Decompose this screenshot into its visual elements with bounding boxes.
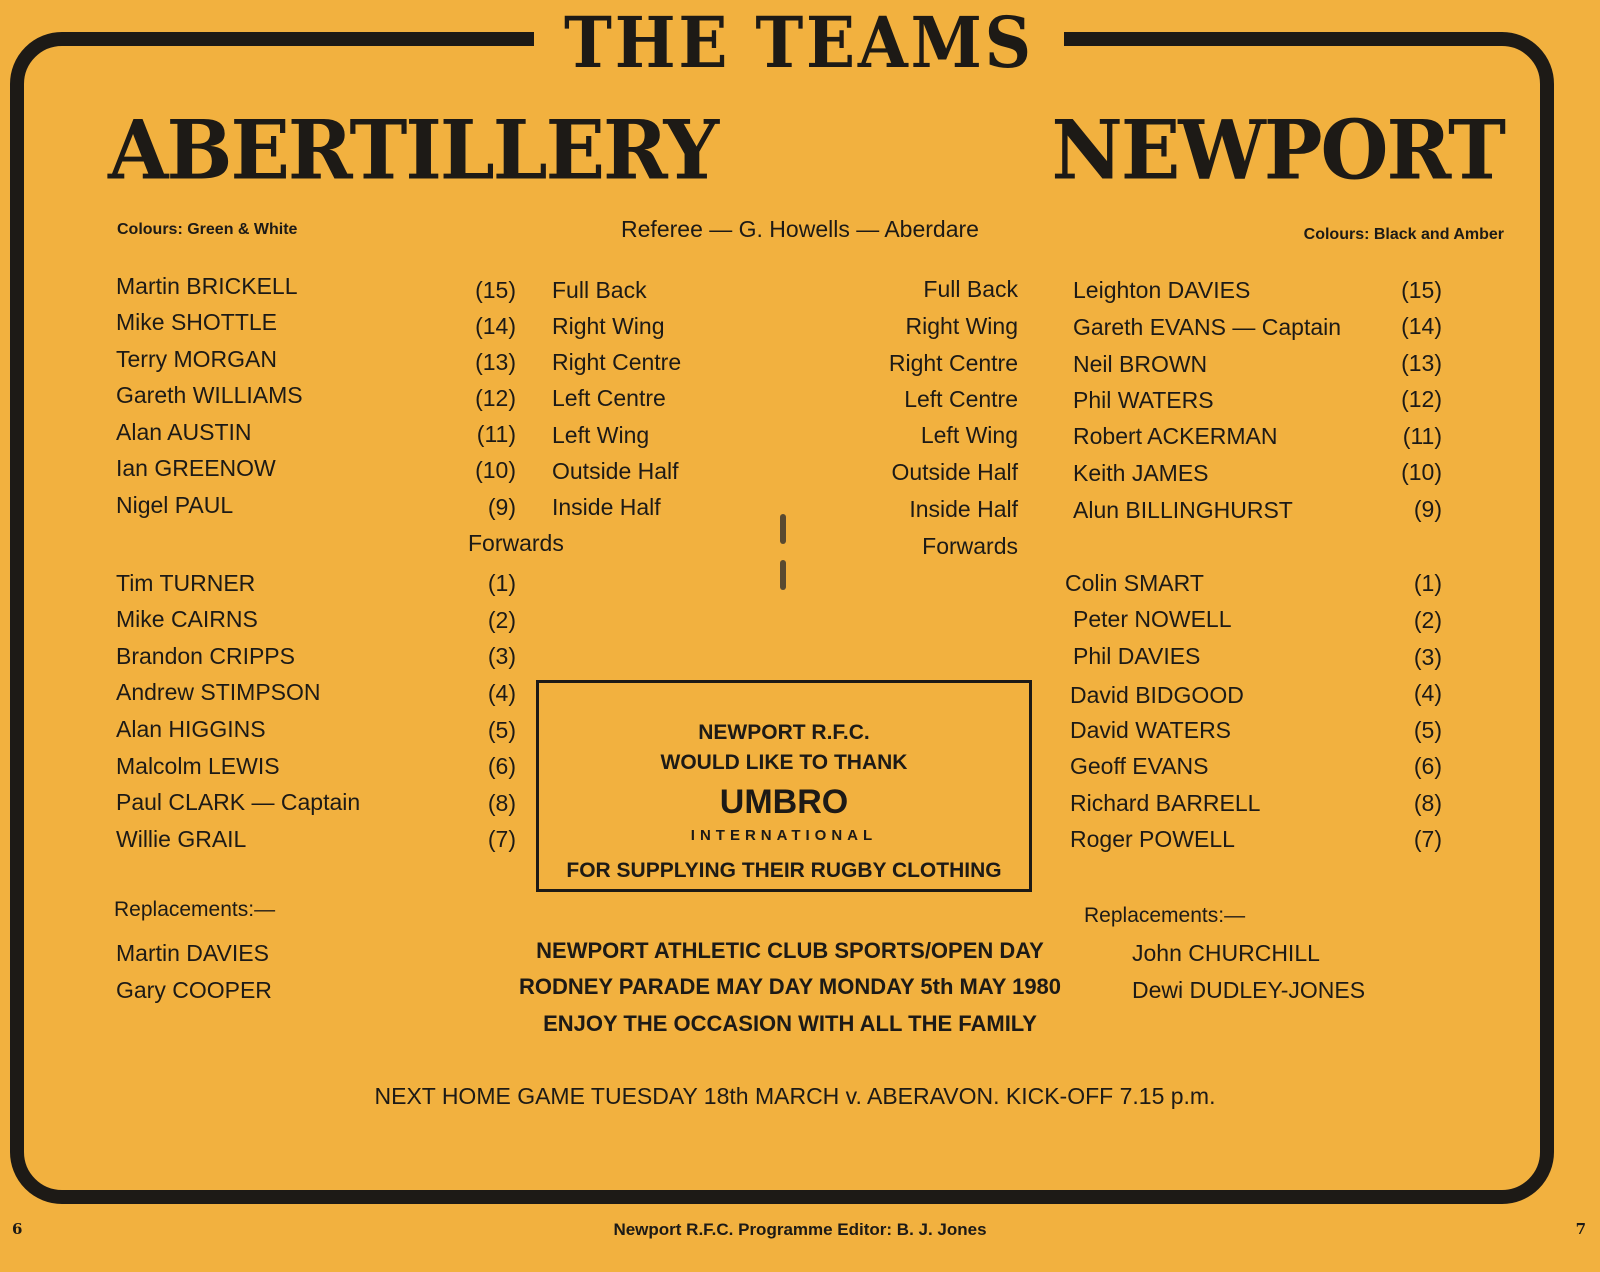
away-forward-number: (1) [1413, 570, 1442, 596]
away-player-name: Alun BILLINGHURST [1073, 497, 1293, 523]
away-forward-number: (7) [1413, 826, 1442, 852]
away-player-name: Neil BROWN [1073, 351, 1208, 377]
home-player-name: Martin BRICKELL [116, 273, 298, 299]
home-player-name: Nigel PAUL [116, 492, 234, 518]
away-player-name: Leighton DAVIES [1073, 277, 1251, 303]
away-player-number: (11) [1402, 423, 1442, 449]
sponsor-brand-sub: INTERNATIONAL [690, 827, 878, 844]
away-player-number: (10) [1401, 459, 1442, 485]
away-forward-number: (6) [1413, 753, 1442, 779]
away-player-position: Right Centre [888, 350, 1018, 376]
away-forward-number: (3) [1413, 644, 1442, 670]
home-player-position: Left Centre [552, 385, 666, 411]
away-forward-name: Phil DAVIES [1073, 643, 1201, 669]
away-replacements-label: Replacements:— [1084, 904, 1246, 927]
away-forward-name: Roger POWELL [1070, 826, 1235, 852]
page-number-left: 6 [12, 1220, 23, 1238]
away-player-position: Left Centre [904, 386, 1018, 412]
home-player-number: (14) [475, 313, 516, 339]
away-player-number: (12) [1401, 386, 1442, 412]
page-number-right: 7 [1575, 1220, 1586, 1238]
away-colours: Colours: Black and Amber [1303, 226, 1504, 243]
event-line: NEWPORT ATHLETIC CLUB SPORTS/OPEN DAY [536, 938, 1044, 963]
away-forward-number: (4) [1413, 680, 1442, 706]
sponsor-box [536, 680, 1032, 892]
home-forward-name: Paul CLARK — Captain [116, 789, 361, 815]
home-player-position: Right Centre [552, 349, 682, 375]
away-player-number: (13) [1401, 350, 1442, 376]
sponsor-line: WOULD LIKE TO THANK [660, 751, 908, 774]
home-forward-name: Willie GRAIL [116, 826, 247, 852]
home-forward-name: Brandon CRIPPS [116, 643, 295, 669]
page-title: THE TEAMS [564, 1, 1034, 84]
home-forward-number: (8) [487, 790, 516, 816]
away-forward-number: (5) [1413, 717, 1442, 743]
home-player-name: Terry MORGAN [116, 346, 277, 372]
home-player-position: Inside Half [552, 494, 661, 520]
home-forward-number: (1) [487, 570, 516, 596]
home-player-number: (15) [475, 277, 516, 303]
away-forward-number: (8) [1413, 790, 1442, 816]
away-forwards-label: Forwards [922, 533, 1018, 559]
home-forward-number: (4) [487, 680, 516, 706]
away-player-position: Inside Half [909, 496, 1018, 522]
home-player-number: (9) [487, 494, 516, 520]
sponsor-line: NEWPORT R.F.C. [698, 721, 870, 744]
away-replacement: Dewi DUDLEY-JONES [1132, 977, 1366, 1003]
away-player-number: (14) [1401, 313, 1442, 339]
home-player-number: (12) [475, 385, 516, 411]
home-player-name: Ian GREENOW [116, 455, 276, 481]
away-player-number: (15) [1401, 277, 1442, 303]
away-player-position: Full Back [923, 276, 1018, 302]
away-player-name: Gareth EVANS — Captain [1073, 314, 1342, 340]
home-replacements-label: Replacements:— [114, 898, 276, 921]
home-forward-number: (2) [487, 607, 516, 633]
home-forward-name: Tim TURNER [116, 570, 256, 596]
away-forward-name: Colin SMART [1065, 570, 1204, 596]
home-player-number: (10) [475, 457, 516, 483]
home-player-number: (13) [475, 349, 516, 375]
staple [780, 560, 786, 590]
staple [780, 514, 786, 544]
away-team-name: NEWPORT [1051, 102, 1504, 199]
away-player-number: (9) [1413, 496, 1442, 522]
away-forward-name: David WATERS [1070, 717, 1232, 743]
home-forward-name: Mike CAIRNS [116, 606, 258, 632]
away-player-name: Robert ACKERMAN [1073, 423, 1278, 449]
home-player-name: Mike SHOTTLE [116, 309, 278, 335]
home-team-name: ABERTILLERY [108, 102, 718, 199]
referee: Referee — G. Howells — Aberdare [621, 216, 979, 242]
sponsor-brand: UMBRO [719, 783, 849, 821]
away-player-position: Left Wing [920, 422, 1018, 448]
home-colours: Colours: Green & White [117, 221, 298, 238]
event-line: RODNEY PARADE MAY DAY MONDAY 5th MAY 1980 [518, 974, 1062, 999]
footer-editor: Newport R.F.C. Programme Editor: B. J. Jones [613, 1220, 987, 1239]
away-forward-name: Peter NOWELL [1073, 606, 1232, 632]
home-forwards-label: Forwards [468, 530, 564, 556]
home-player-position: Outside Half [552, 458, 679, 484]
event-line: ENJOY THE OCCASION WITH ALL THE FAMILY [543, 1011, 1037, 1036]
away-player-position: Right Wing [905, 313, 1018, 339]
home-forward-name: Malcolm LEWIS [116, 753, 280, 779]
home-forward-number: (6) [487, 753, 516, 779]
home-forward-number: (5) [487, 717, 516, 743]
away-forward-name: Geoff EVANS [1070, 753, 1209, 779]
away-forward-name: David BIDGOOD [1070, 682, 1244, 708]
away-forward-number: (2) [1413, 607, 1442, 633]
home-player-name: Alan AUSTIN [116, 419, 252, 445]
home-forward-number: (3) [487, 643, 516, 669]
away-player-position: Outside Half [891, 459, 1018, 485]
sponsor-line: FOR SUPPLYING THEIR RUGBY CLOTHING [566, 859, 1002, 882]
home-replacement: Martin DAVIES [116, 940, 269, 966]
home-forward-number: (7) [487, 826, 516, 852]
away-replacement: John CHURCHILL [1132, 940, 1320, 966]
home-player-position: Left Wing [552, 422, 650, 448]
home-player-position: Full Back [552, 277, 647, 303]
home-player-number: (11) [476, 421, 516, 447]
home-forward-name: Andrew STIMPSON [116, 679, 321, 705]
home-player-name: Gareth WILLIAMS [116, 382, 303, 408]
away-player-name: Keith JAMES [1073, 460, 1209, 486]
away-player-name: Phil WATERS [1073, 387, 1214, 413]
home-forward-name: Alan HIGGINS [116, 716, 266, 742]
away-forward-name: Richard BARRELL [1070, 790, 1261, 816]
home-player-position: Right Wing [552, 313, 665, 339]
next-home-game: NEXT HOME GAME TUESDAY 18th MARCH v. ABERAVON. KICK-OFF 7.15 p.m. [374, 1083, 1216, 1109]
home-replacement: Gary COOPER [116, 977, 272, 1003]
